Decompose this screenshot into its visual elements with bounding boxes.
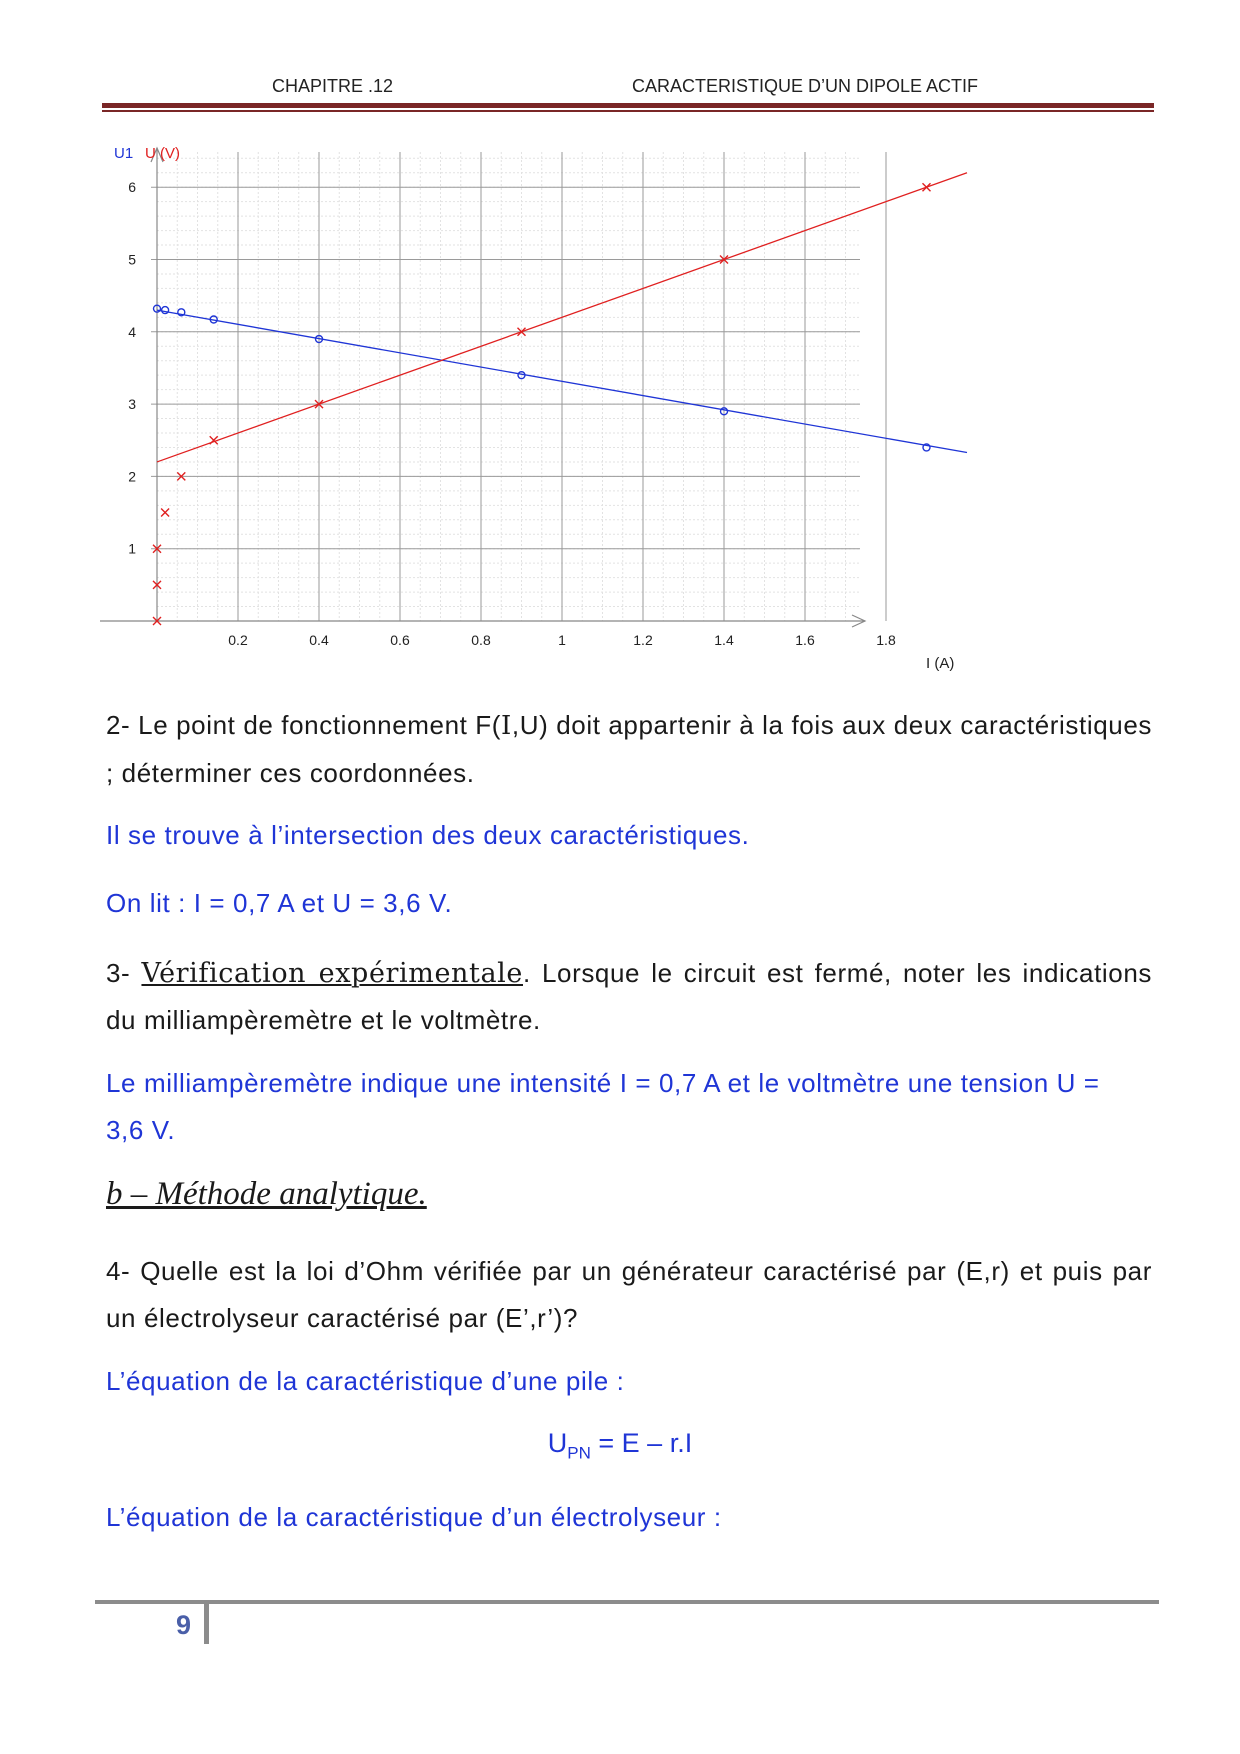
footer-rule: [95, 1600, 1159, 1604]
answer-2-line-1: Il se trouve à l’intersection des deux caractéristiques.: [106, 820, 750, 850]
answer-4-pile: L’équation de la caractéristique d’une pile :: [106, 1366, 625, 1396]
axes: [100, 148, 865, 627]
x-tick-label: 0.2: [228, 632, 248, 648]
y-tick-label: 6: [128, 179, 136, 196]
x-tick-label: 0.8: [471, 632, 491, 648]
x-tick-label: 0.6: [390, 632, 410, 648]
question-2: [106, 702, 1152, 797]
q2-symbol-i: I: [501, 711, 512, 741]
header-chapter: CHAPITRE .12: [272, 76, 394, 96]
q2-text-c: ,U) doit appartenir à la fois aux deux caractéristiques ; déterminer ces coordonnées.: [106, 710, 1152, 788]
y-tick-label: 3: [128, 396, 136, 413]
footer-page-divider: [204, 1604, 209, 1644]
data-point-cross: [923, 183, 931, 191]
eq-subscript: PN: [567, 1443, 591, 1463]
x-tick-label: 1.2: [633, 632, 653, 648]
y-tick-label: 2: [128, 468, 136, 485]
data-point-circle: [162, 307, 169, 314]
x-tick-label: 0.4: [309, 632, 329, 648]
q3-underlined-title: Vérification expérimentale: [141, 958, 523, 989]
y-axis-label: U (V): [145, 145, 180, 162]
y-tick-label: 5: [128, 251, 136, 268]
x-tick-label: 1: [558, 632, 566, 648]
header-rule: [102, 103, 1154, 108]
equation-pile: [0, 1428, 1240, 1463]
x-axis-label: I (A): [926, 655, 955, 672]
minor-grid: [157, 152, 860, 621]
q2-text-a: 2- Le point de fonctionnement F(: [106, 710, 502, 740]
characteristic-chart: [100, 138, 980, 678]
data-point-cross: [161, 509, 169, 517]
q3-prefix: 3-: [106, 958, 142, 988]
header-title: CARACTERISTIQUE D’UN DIPOLE ACTIF: [632, 76, 979, 96]
x-tick-label: 1.8: [876, 632, 896, 648]
page-number: 9: [176, 1610, 192, 1640]
header-rule-thin: [102, 110, 1154, 112]
answer-4-electrolyseur: L’équation de la caractéristique d’un électrolyseur :: [106, 1502, 722, 1532]
major-grid: [151, 152, 886, 621]
y-tick-label: 1: [128, 540, 136, 557]
x-tick-label: 1.4: [714, 632, 734, 648]
data-series: [153, 173, 967, 625]
tick-labels: [128, 179, 896, 648]
section-heading-b: b – Méthode analytique.: [106, 1176, 427, 1212]
answer-3: Le milliampèremètre indique une intensité I = 0,7 A et le voltmètre une tension U = 3,6 V.: [106, 1068, 1100, 1145]
eq-u: U: [547, 1428, 568, 1458]
answer-2-line-2: On lit : I = 0,7 A et U = 3,6 V.: [106, 888, 453, 918]
x-tick-label: 1.6: [795, 632, 815, 648]
question-3: [106, 950, 1152, 1044]
eq-rest: = E – r.I: [590, 1428, 693, 1458]
y-tick-label: 4: [128, 323, 136, 340]
question-4: 4- Quelle est la loi d’Ohm vérifiée par un générateur caractérisé par (E,r) et puis par un électrolyseur caractérisé par (E’,r’)?: [106, 1256, 1152, 1333]
q3-rest: . Lorsque le circuit est fermé, noter les indications du milliampèremètre et le voltmètre.: [106, 958, 1152, 1035]
y-axis-prefix: U1: [114, 145, 134, 162]
